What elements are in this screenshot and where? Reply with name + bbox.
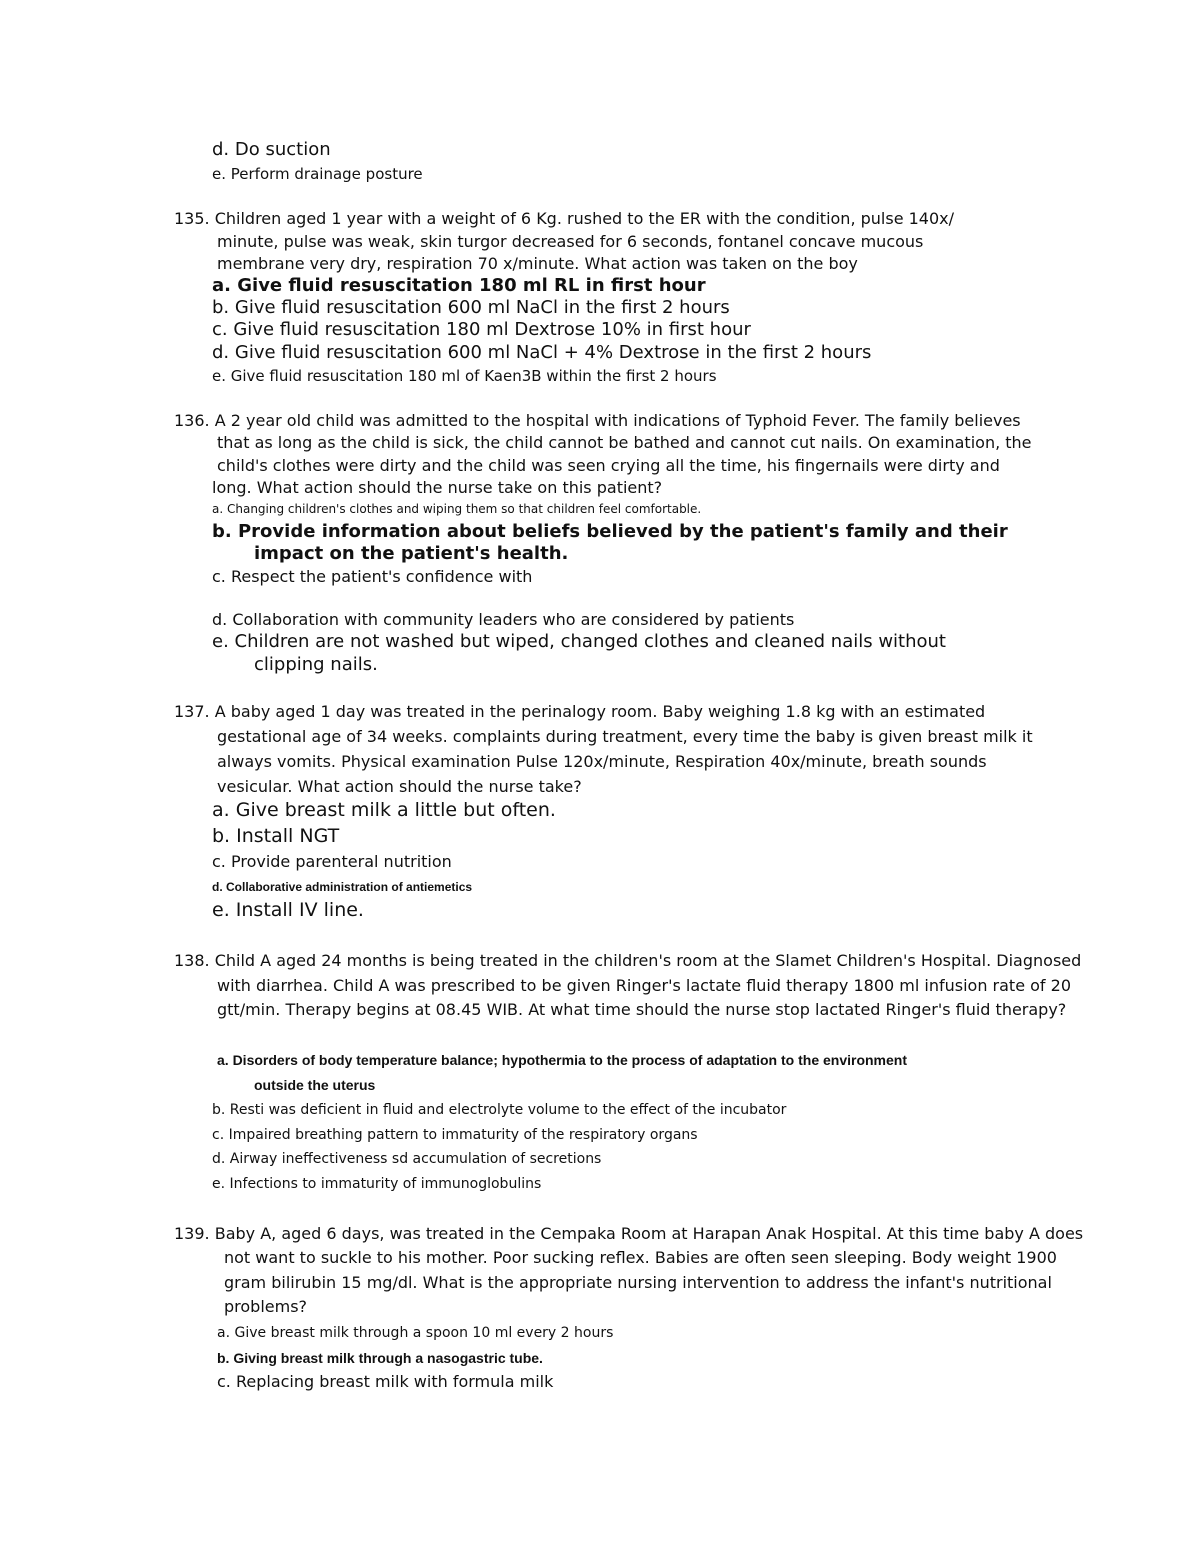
option-e: e. Install IV line. [212, 899, 364, 921]
question-stem-line: always vomits. Physical examination Pulse 120x/minute, Respiration 40x/minute, breath sounds [217, 752, 987, 771]
question-stem-line: membrane very dry, respiration 70 x/minute. What action was taken on the boy [217, 254, 858, 273]
option-b-continued: impact on the patient's health. [254, 543, 569, 564]
option-b: b. Install NGT [212, 825, 340, 847]
option-b-answer: b. Provide information about beliefs believed by the patient's family and their [212, 521, 1008, 542]
question-stem-line: 137. A baby aged 1 day was treated in the perinalogy room. Baby weighing 1.8 kg with an estimated [174, 702, 986, 721]
option-e: e. Children are not washed but wiped, changed clothes and cleaned nails without [212, 631, 946, 652]
question-stem-line: minute, pulse was weak, skin turgor decreased for 6 seconds, fontanel concave mucous [217, 232, 924, 251]
question-stem-line: with diarrhea. Child A was prescribed to be given Ringer's lactate fluid therapy 1800 ml infusion rate of 20 [217, 976, 1071, 995]
question-stem-line: 138. Child A aged 24 months is being treated in the children's room at the Slamet Children's Hospital. Diagnosed [174, 951, 1082, 970]
option-c: c. Give fluid resuscitation 180 ml Dextrose 10% in first hour [212, 319, 751, 340]
option-a-continued: outside the uterus [254, 1077, 376, 1093]
option-d: d. Airway ineffectiveness sd accumulation of secretions [212, 1151, 602, 1167]
question-stem-line: gtt/min. Therapy begins at 08.45 WIB. At what time should the nurse stop lactated Ringer's fluid therapy? [217, 1000, 1067, 1019]
option-c: c. Replacing breast milk with formula milk [217, 1372, 554, 1391]
option-d: d. Do suction [212, 139, 331, 160]
option-c: c. Impaired breathing pattern to immaturity of the respiratory organs [212, 1127, 698, 1143]
question-stem-line: vesicular. What action should the nurse take? [217, 777, 582, 796]
option-a-answer: a. Disorders of body temperature balance; hypothermia to the process of adaptation to the environment [217, 1052, 908, 1068]
question-stem-line: child's clothes were dirty and the child was seen crying all the time, his fingernails were dirty and [217, 456, 1000, 475]
option-b: b. Resti was deficient in fluid and electrolyte volume to the effect of the incubator [212, 1102, 787, 1118]
option-d: d. Collaborative administration of antiemetics [212, 880, 473, 894]
option-a-answer: a. Give fluid resuscitation 180 ml RL in first hour [212, 275, 706, 296]
option-a: a. Give breast milk a little but often. [212, 799, 556, 821]
option-a: a. Changing children's clothes and wiping them so that children feel comfortable. [212, 502, 702, 516]
option-e: e. Perform drainage posture [212, 165, 423, 183]
question-stem-line: gestational age of 34 weeks. complaints during treatment, every time the baby is given breast milk it [217, 727, 1033, 746]
option-b: b. Give fluid resuscitation 600 ml NaCl in the first 2 hours [212, 297, 730, 318]
option-d: d. Collaboration with community leaders who are considered by patients [212, 610, 795, 629]
option-c: c. Respect the patient's confidence with [212, 567, 533, 586]
option-c: c. Provide parenteral nutrition [212, 852, 452, 871]
option-a: a. Give breast milk through a spoon 10 ml every 2 hours [217, 1325, 614, 1341]
option-d: d. Give fluid resuscitation 600 ml NaCl + 4% Dextrose in the first 2 hours [212, 342, 872, 363]
question-stem-line: long. What action should the nurse take on this patient? [212, 478, 663, 497]
question-stem-line: not want to suckle to his mother. Poor sucking reflex. Babies are often seen sleeping. Body weight 1900 [224, 1248, 1057, 1267]
question-stem-line: gram bilirubin 15 mg/dl. What is the appropriate nursing intervention to address the infant's nutritional [224, 1273, 1052, 1292]
question-stem-line: problems? [224, 1297, 308, 1316]
option-e: e. Infections to immaturity of immunoglobulins [212, 1176, 542, 1192]
option-e-continued: clipping nails. [254, 654, 378, 675]
option-e: e. Give fluid resuscitation 180 ml of Kaen3B within the first 2 hours [212, 367, 717, 385]
question-stem-line: 136. A 2 year old child was admitted to the hospital with indications of Typhoid Fever. The family believes [174, 411, 1021, 430]
option-b-answer: b. Giving breast milk through a nasogastric tube. [217, 1350, 543, 1366]
question-stem-line: that as long as the child is sick, the child cannot be bathed and cannot cut nails. On examination, the [217, 433, 1032, 452]
question-stem-line: 139. Baby A, aged 6 days, was treated in the Cempaka Room at Harapan Anak Hospital. At this time baby A does [174, 1224, 1084, 1243]
question-stem-line: 135. Children aged 1 year with a weight of 6 Kg. rushed to the ER with the condition, pulse 140x/ [174, 209, 955, 228]
